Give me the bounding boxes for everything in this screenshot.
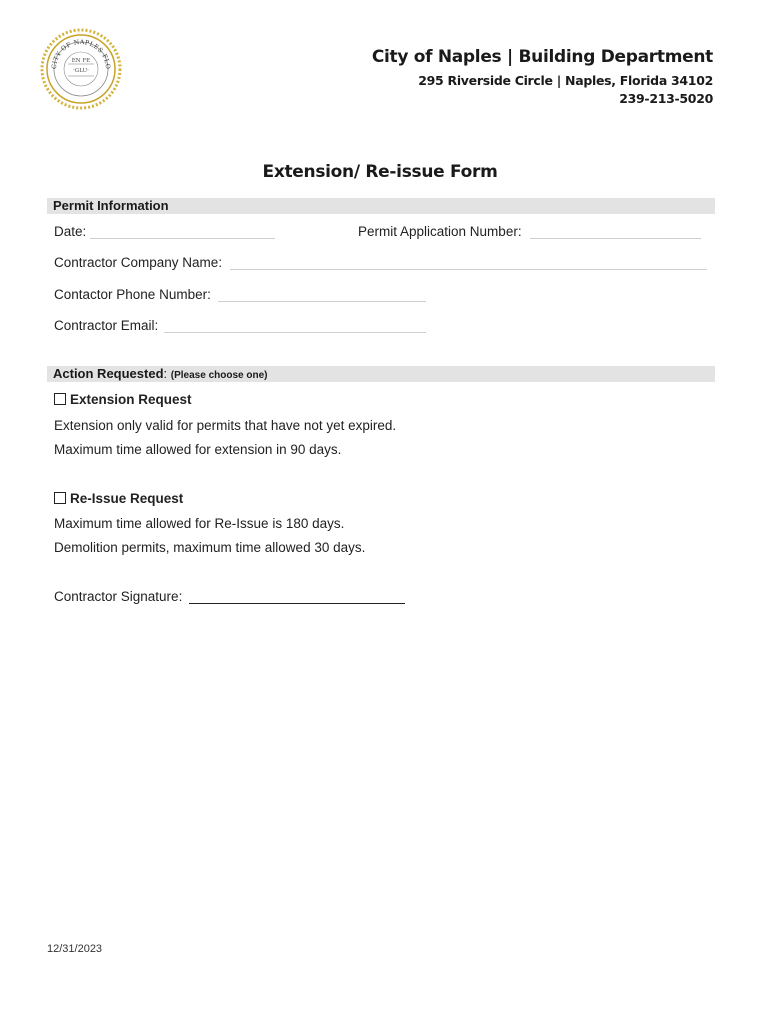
svg-text:EN FE	[72, 58, 90, 64]
department-phone: 239-213-5020	[619, 91, 713, 106]
department-address: 295 Riverside Circle | Naples, Florida 34102	[418, 73, 713, 88]
seal-ring-text: CITY OF NAPLES FLO	[50, 38, 112, 70]
permit-number-field[interactable]	[530, 238, 701, 239]
signature-field[interactable]	[189, 603, 405, 604]
extension-note-2: Maximum time allowed for extension in 90 days.	[54, 442, 342, 457]
seal-icon	[40, 28, 122, 110]
reissue-note-1: Maximum time allowed for Re-Issue is 180 days.	[54, 516, 345, 531]
reissue-label: Re-Issue Request	[70, 491, 184, 506]
reissue-checkbox[interactable]	[54, 492, 66, 504]
seal-line-1: EN	[71, 58, 81, 64]
extension-label: Extension Request	[70, 392, 192, 407]
email-label: Contractor Email:	[54, 318, 159, 333]
department-title: City of Naples | Building Department	[371, 47, 713, 67]
extension-note-1: Extension only valid for permits that have not yet expired.	[54, 418, 397, 433]
action-requested-heading	[47, 366, 715, 382]
seal-line-2: FE	[82, 58, 91, 64]
company-field[interactable]	[230, 269, 707, 270]
signature-label: Contractor Signature:	[54, 589, 183, 604]
date-label: Date:	[54, 224, 87, 239]
action-heading-text: Action Requested	[53, 366, 164, 381]
footer-date: 12/31/2023	[47, 943, 103, 955]
permit-number-label: Permit Application Number:	[358, 224, 522, 239]
date-field[interactable]	[90, 238, 275, 239]
company-label: Contractor Company Name:	[54, 255, 223, 270]
permit-info-heading: Permit Information	[47, 198, 715, 214]
extension-checkbox[interactable]	[54, 393, 66, 405]
email-field[interactable]	[164, 332, 426, 333]
reissue-note-2: Demolition permits, maximum time allowed 30 days.	[54, 540, 366, 555]
form-title: Extension/ Re-issue Form	[262, 162, 498, 182]
city-seal-logo	[40, 28, 122, 110]
seal-line-3: ·GLU·	[73, 68, 89, 74]
phone-field[interactable]	[218, 301, 426, 302]
action-heading-colon: :	[163, 366, 168, 381]
action-hint: (Please choose one)	[170, 370, 268, 381]
phone-label: Contactor Phone Number:	[54, 287, 211, 302]
